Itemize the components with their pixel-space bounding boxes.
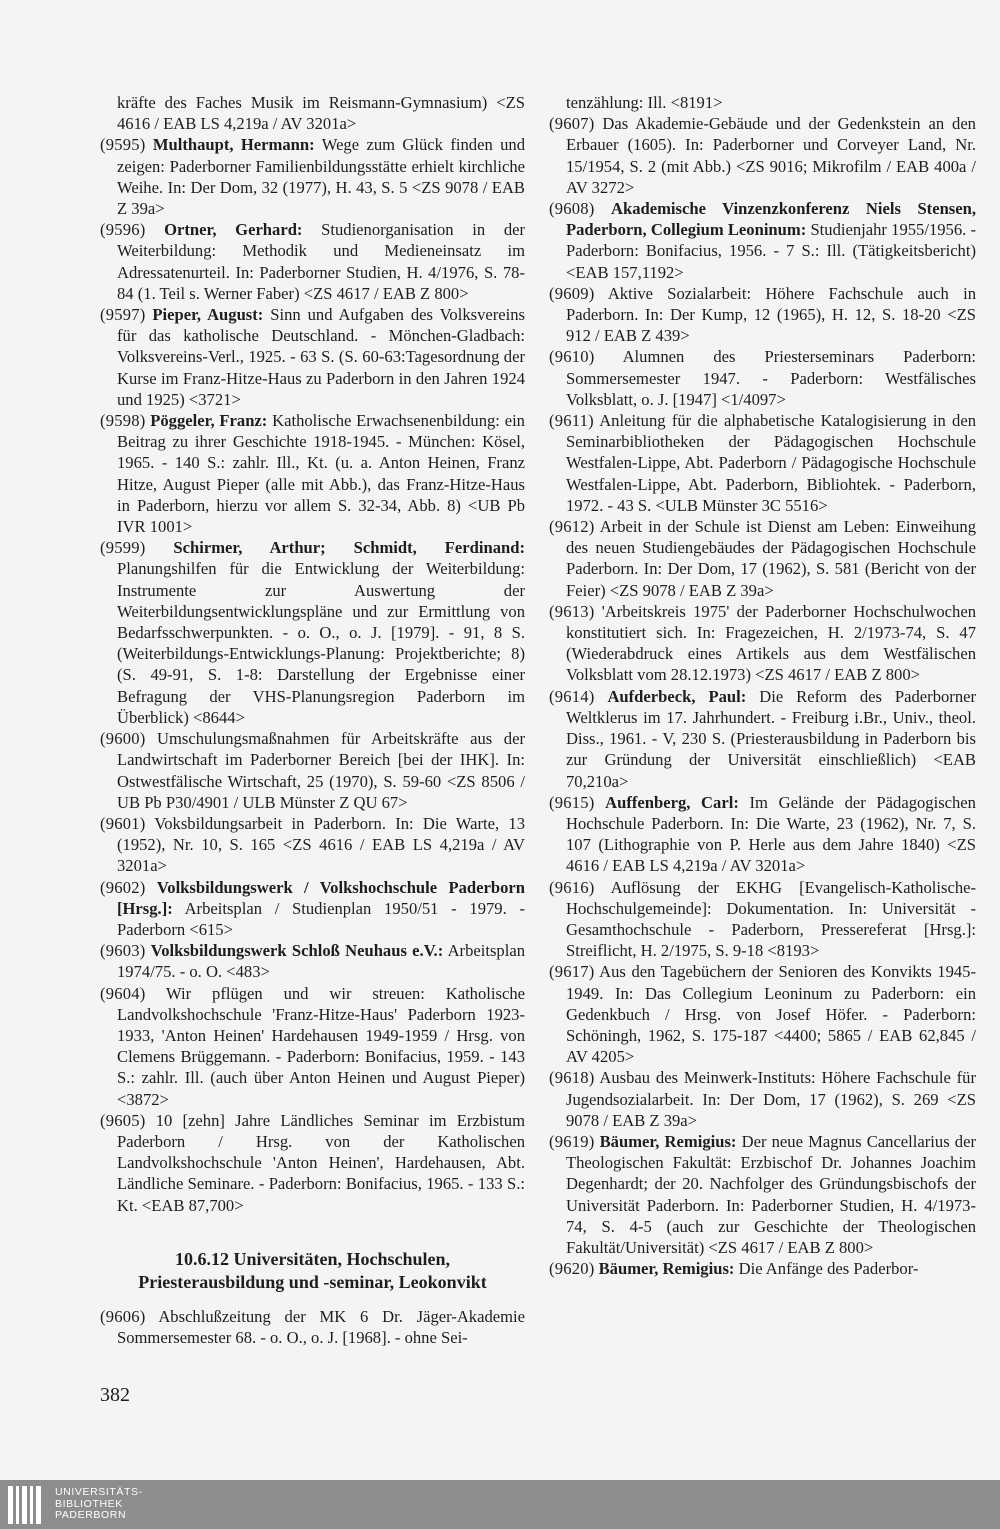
entry-text: Auflösung der EKHG [Evangelisch-Katholische-Hochschulgemeinde]: Dokumentation. In: Universität - Gesamthochschule - Paderborn, Pressereferat [Hrsg.]: Streiflicht, H. 2/1975, S. 9-18 <8193> xyxy=(566,877,977,961)
entry-number: (9603) xyxy=(100,941,146,961)
entry-number: (9606) xyxy=(100,1306,146,1326)
entry-text: Arbeitsplan / Studienplan 1950/51 - 1979. - Paderborn <615> xyxy=(117,898,525,939)
entry-author: Pöggeler, Franz: xyxy=(150,411,268,431)
bibliography-entry xyxy=(100,940,525,982)
bibliography-entry xyxy=(100,219,525,304)
bibliography-entry xyxy=(549,686,976,792)
entry-author: Ortner, Gerhard: xyxy=(164,220,303,240)
entry-continuation xyxy=(100,92,525,134)
library-name-line: UNIVERSITÄTS- xyxy=(55,1486,143,1499)
entry-text: Voksbildungsarbeit in Paderborn. In: Die Warte, 13 (1952), Nr. 10, S. 165 <ZS 4616 / EAB LS 4,219a / AV 3201a> xyxy=(117,813,525,876)
entry-text: 10 [zehn] Jahre Ländliches Seminar im Erzbistum Paderborn / Hrsg. von der Katholischen Landvolkshochschule 'Anton Heinen', Hardehausen, Abt. Ländliche Seminare. - Paderborn: Bonifacius, 1965. - 133 S.: Kt. <EAB 87,700> xyxy=(117,1110,525,1215)
bibliography-entry xyxy=(549,410,976,516)
library-logo-icon xyxy=(8,1486,41,1524)
bibliography-entry xyxy=(100,537,525,728)
entry-number: (9617) xyxy=(549,962,595,982)
entry-number: (9615) xyxy=(549,792,595,812)
entry-text: Alumnen des Priesterseminars Paderborn: Sommersemester 1947. - Paderborn: Westfälisches Volksblatt, o. J. [1947] <1/4097> xyxy=(566,347,976,409)
entry-number: (9595) xyxy=(100,135,146,155)
bibliography-entry xyxy=(100,304,525,410)
entry-number: (9600) xyxy=(100,729,146,749)
bibliography-entry xyxy=(100,1306,525,1348)
library-name-line: PADERBORN xyxy=(55,1509,127,1522)
entry-number: (9611) xyxy=(549,411,594,431)
library-name-line: BIBLIOTHEK xyxy=(55,1497,123,1510)
library-footer xyxy=(0,1480,1000,1529)
entry-author: Volksbildungswerk Schloß Neuhaus e.V.: xyxy=(150,941,444,961)
bibliography-entry xyxy=(549,346,976,410)
entry-number: (9597) xyxy=(100,305,146,325)
entry-number: (9598) xyxy=(100,411,146,431)
entry-number: (9602) xyxy=(100,877,146,897)
library-name xyxy=(55,1487,143,1522)
bibliography-entry xyxy=(100,1110,525,1216)
entry-author: Schirmer, Arthur; Schmidt, Ferdinand: xyxy=(173,538,525,558)
section-heading: 10.6.12 Universitäten, Hochschulen, Priesterausbildung und -seminar, Leokonvikt xyxy=(138,1248,487,1292)
entry-number: (9607) xyxy=(549,114,595,134)
entry-text: Arbeit in der Schule ist Dienst am Leben: Einweihung des neuen Studiengebäudes der Pädagogischen Hochschule Paderborn. In: Der Dom, 17 (1962), S. 581 (Bericht von der Feier) <ZS 9078 / EAB Z 39a> xyxy=(566,517,977,600)
entry-number: (9596) xyxy=(100,220,146,240)
bibliography-entry xyxy=(549,601,976,686)
entry-number: (9601) xyxy=(100,813,146,833)
bibliography-entry xyxy=(549,198,976,283)
entry-text: Wege zum Glück finden und zeigen: Paderborner Familienbildungsstätte erhielt kirchliche Weihe. In: Der Dom, 32 (1977), H. 43, S. 5 <ZS 9078 / EAB Z 39a> xyxy=(117,135,526,219)
entry-author: Pieper, August: xyxy=(152,305,264,325)
entry-text: Katholische Erwachsenenbildung: ein Beitrag zu ihrer Geschichte 1918-1945. - München: Kösel, 1965. - 140 S.: zahlr. Ill., Kt. (u. a. Anton Heinen, Franz Hitze, August Pieper (alle mit Abb.), das Franz-Hitze-Haus in Paderborn, hierzu vor allem S. 32-34, Abb. 8) <UB Pb IVR 1001> xyxy=(117,411,525,537)
entry-number: (9616) xyxy=(549,877,595,897)
entry-author: Multhaupt, Hermann: xyxy=(152,135,315,155)
page-number: 382 xyxy=(100,1384,130,1406)
entry-number: (9613) xyxy=(549,601,595,621)
entry-text: Aktive Sozialarbeit: Höhere Fachschule auch in Paderborn. In: Der Kump, 12 (1965), H. 12, S. 18-20 <ZS 912 / EAB Z 439> xyxy=(566,283,976,346)
left-column xyxy=(100,92,525,1348)
entry-text: Die Anfänge des Paderbor- xyxy=(738,1259,919,1279)
entry-number: (9599) xyxy=(100,538,146,558)
entry-author: Volksbildungswerk / Volkshochschule Paderborn [Hrsg.]: xyxy=(117,877,525,918)
bibliography-entry xyxy=(549,961,976,1067)
entry-number: (9614) xyxy=(549,686,595,706)
entry-text: Anleitung für die alphabetische Katalogisierung in den Seminarbibliotheken der Pädagogischen Hochschule Westfalen-Lippe, Abt. Paderborn / Pädagogische Hochschule Westfalen-Lippe, Abt. Paderborn, Bibliohtek. - Paderborn, 1972. - 43 S. <ULB Münster 3C 5516> xyxy=(566,411,976,515)
entry-text: 'Arbeitskreis 1975' der Paderborner Hochschulwochen konstitutiert sich. In: Fragezeichen, H. 2/1973-74, S. 47 (Wiederabdruck eines Artikels aus dem Westfälischen Volksblatt vom 28.12.1973) <ZS 4617 / EAB Z 800> xyxy=(566,601,977,685)
bibliography-entry xyxy=(549,283,976,347)
bibliography-entry xyxy=(549,792,976,877)
entry-number: (9608) xyxy=(549,199,595,219)
entry-text: Arbeitsplan 1974/75. - o. O. <483> xyxy=(117,941,525,982)
left-entries-bottom xyxy=(100,1306,525,1348)
entry-number: (9604) xyxy=(100,983,146,1003)
bibliography-entry xyxy=(100,410,525,537)
entry-text: Planungshilfen für die Entwicklung der Weiterbildung: Instrumente zur Auswertung der Weiterbildungsentwicklungspläne und zur Ermittlung von Bedarfsschwerpunkten. - o. O., o. J. [1979]. - 91, 8 S. (Weiterbildungs-Entwicklungs-Planung: Projektberichte; 8) (S. 49-91, S. 1-8: Darstellung der Ergebnisse einer Befragung der VHS-Planungsregion Paderborn im Überblick) <8644> xyxy=(117,559,525,727)
entry-number: (9620) xyxy=(549,1259,595,1279)
entry-author: Akademische Vinzenzkonferenz Niels Stensen, Paderborn, Collegium Leoninum: xyxy=(566,199,976,240)
entry-text: Der neue Magnus Cancellarius der Theologischen Fakultät: Erzbischof Dr. Johannes Joachim Degenhardt; der 20. Nachfolger des Gründungsbischofs der Universität Paderborn. In: Paderborner Studien, H. 4/1973-74, S. 4-5 (auch zur Geschichte der Theologischen Fakultät/Universität) <ZS 4617 / EAB Z 800> xyxy=(566,1131,976,1257)
bibliography-entry xyxy=(100,134,525,219)
entry-text: kräfte des Faches Musik im Reismann-Gymnasium) <ZS 4616 / EAB LS 4,219a / AV 3201a> xyxy=(117,93,525,134)
bibliography-entry xyxy=(549,113,976,198)
entry-continuation xyxy=(549,92,976,113)
entry-text: Umschulungsmaßnahmen für Arbeitskräfte aus der Landwirtschaft im Paderborner Bereich [bei der IHK]. In: Ostwestfälische Wirtschaft, 25 (1970), S. 59-60 <ZS 8506 / UB Pb P30/4901 / ULB Münster Z QU 67> xyxy=(117,729,525,812)
entry-text: Sinn und Aufgaben des Volksvereins für das katholische Deutschland. - Mönchen-Gladbach: Volksvereins-Verl., 1925. - 63 S. (S. 60-63:Tagesordnung der Kurse im Franz-Hitze-Haus zu Paderborn in den Jahren 1924 und 1925) <3721> xyxy=(117,305,525,409)
entry-text: Wir pflügen und wir streuen: Katholische Landvolkshochschule 'Franz-Hitze-Haus' Paderborn 1923-1933, 'Anton Heinen' Hardehausen 1949-1959 / Hrsg. von Clemens Brüggemann. - Paderborn: Bonifacius, 1959. - 143 S.: zahlr. Ill. (auch über Anton Heinen und August Pieper) <3872> xyxy=(117,983,525,1109)
entry-text: Abschlußzeitung der MK 6 Dr. Jäger-Akademie Sommersemester 68. - o. O., o. J. [1968]. - ohne Sei- xyxy=(117,1306,526,1347)
bibliography-entry xyxy=(549,516,976,601)
bibliography-entry xyxy=(549,1067,976,1131)
bibliography-entry xyxy=(549,1131,976,1258)
entry-number: (9605) xyxy=(100,1110,146,1130)
entry-number: (9619) xyxy=(549,1131,595,1151)
entry-text: Die Reform des Paderborner Weltklerus im 17. Jahrhundert. - Freiburg i.Br., Univ., theol. Diss., 1961. - V, 230 S. (Priesterausbildung in Paderborn bis zur Gründung der Universität einschließlich) <EAB 70,210a> xyxy=(566,686,977,791)
entry-number: (9609) xyxy=(549,283,595,303)
entry-number: (9612) xyxy=(549,517,595,537)
entry-text: tenzählung: Ill. <8191> xyxy=(566,93,723,112)
entry-text: Aus den Tagebüchern der Senioren des Konvikts 1945-1949. In: Das Collegium Leoninum zu Paderborn: ein Gedenkbuch / Hrsg. von Josef Höfer. - Paderborn: Schöningh, 1962, S. 175-187 <4400; 5865 / EAB 62,845 / AV 4205> xyxy=(566,962,976,1067)
entry-author: Bäumer, Remigius: xyxy=(599,1131,737,1151)
bibliography-entry xyxy=(100,728,525,813)
entry-text: Studienorganisation in der Weiterbildung: Methodik und Medieneinsatz im Adressatenurteil. In: Paderborner Studien, H. 4/1976, S. 78-84 (1. Teil s. Werner Faber) <ZS 4617 / EAB Z 800> xyxy=(117,220,526,303)
entry-number: (9610) xyxy=(549,347,595,367)
left-entries-top xyxy=(100,92,525,1216)
entry-number: (9618) xyxy=(549,1068,595,1088)
bibliography-entry xyxy=(100,813,525,877)
bibliography-entry xyxy=(549,877,976,962)
entry-author: Auffenberg, Carl: xyxy=(605,792,739,812)
right-column xyxy=(549,92,976,1279)
entry-author: Bäumer, Remigius: xyxy=(598,1259,735,1279)
bibliography-entry xyxy=(100,983,525,1110)
entry-text: Studienjahr 1955/1956. - Paderborn: Bonifacius, 1956. - 7 S.: Ill. (Tätigkeitsbericht) <EAB 157,1192> xyxy=(566,220,977,282)
bibliography-entry xyxy=(549,1258,976,1279)
entry-author: Aufderbeck, Paul: xyxy=(607,686,747,706)
bibliography-entry xyxy=(100,877,525,941)
right-entries xyxy=(549,92,976,1279)
entry-text: Im Gelände der Pädagogischen Hochschule Paderborn. In: Die Warte, 23 (1962), Nr. 7, S. 107 (Lithographie von P. Herle aus dem Jahre 1840) <ZS 4616 / EAB LS 4,219a / AV 3201a> xyxy=(566,792,976,876)
entry-text: Ausbau des Meinwerk-Instituts: Höhere Fachschule für Jugendsozialarbeit. In: Der Dom, 17 (1962), S. 269 <ZS 9078 / EAB Z 39a> xyxy=(566,1068,976,1130)
entry-text: Das Akademie-Gebäude und der Gedenkstein an den Erbauer (1605). In: Paderborner und Corveyer Land, Nr. 15/1954, S. 2 (mit Abb.) <ZS 9016; Mikrofilm / EAB 400a / AV 3272> xyxy=(566,114,976,197)
